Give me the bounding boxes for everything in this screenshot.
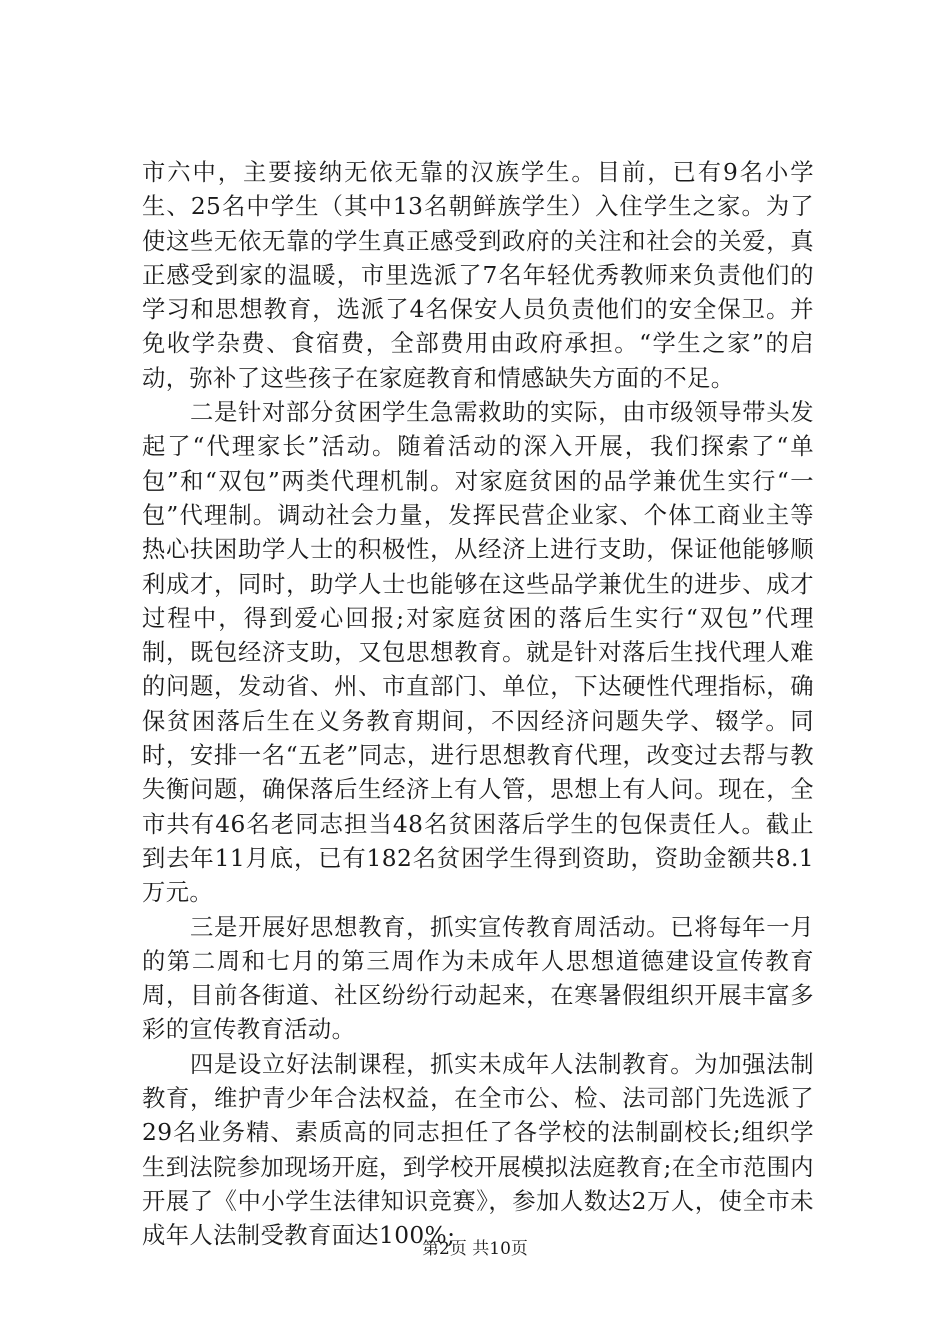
paragraph-1: 市六中，主要接纳无依无靠的汉族学生。目前，已有9名小学生、25名中学生（其中13名朝鲜族学生）入住学生之家。为了使这些无依无靠的学生真正感受到政府的关注和社会的关爱，真正感受到家的温暖，市里选派了7名年轻优秀教师来负责他们的学习和思想教育，选派了4名保安人员负责他们的安全保卫。并免收学杂费、食宿费，全部费用由政府承担。“学生之家”的启动，弥补了这些孩子在家庭教育和情感缺失方面的不足。 xyxy=(142,159,814,392)
paragraph-2: 二是针对部分贫困学生急需救助的实际，由市级领导带头发起了“代理家长”活动。随着活动的深入开展，我们探索了“单包”和“双包”两类代理机制。对家庭贫困的品学兼优生实行“一包”代理制。调动社会力量，发挥民营企业家、个体工商业主等热心扶困助学人士的积极性，从经济上进行支助，保证他能够顺利成才，同时，助学人士也能够在这些品学兼优生的进步、成才过程中，得到爱心回报;对家庭贫困的落后生实行“双包”代理制，既包经济支助，又包思想教育。就是针对落后生找代理人难的问题，发动省、州、市直部门、单位，下达硬性代理指标，确保贫困落后生在义务教育期间，不因经济问题失学、辍学。同时，安排一名“五老”同志，进行思想教育代理，改变过去帮与教失衡问题，确保落后生经济上有人管，思想上有人问。现在，全市共有46名老同志担当48名贫困落后学生的包保责任人。截止到去年11月底，已有182名贫困学生得到资助，资助金额共8.1万元。 xyxy=(142,399,814,907)
paragraph-3: 三是开展好思想教育，抓实宣传教育周活动。已将每年一月的第二周和七月的第三周作为未成年人思想道德建设宣传教育周，目前各街道、社区纷纷行动起来，在寒暑假组织开展丰富多彩的宣传教育活动。 xyxy=(142,913,814,1044)
document-body xyxy=(142,156,814,1254)
page-footer: 第2页 共10页 xyxy=(422,1239,528,1259)
paragraph-4: 四是设立好法制课程，抓实未成年人法制教育。为加强法制教育，维护青少年合法权益，在全市公、检、法司部门先选派了29名业务精、素质高的同志担任了各学校的法制副校长;组织学生到法院参加现场开庭，到学校开展模拟法庭教育;在全市范围内开展了《中小学生法律知识竞赛》，参加人数达2万人，使全市未成年人法制受教育面达100%; xyxy=(142,1050,814,1250)
